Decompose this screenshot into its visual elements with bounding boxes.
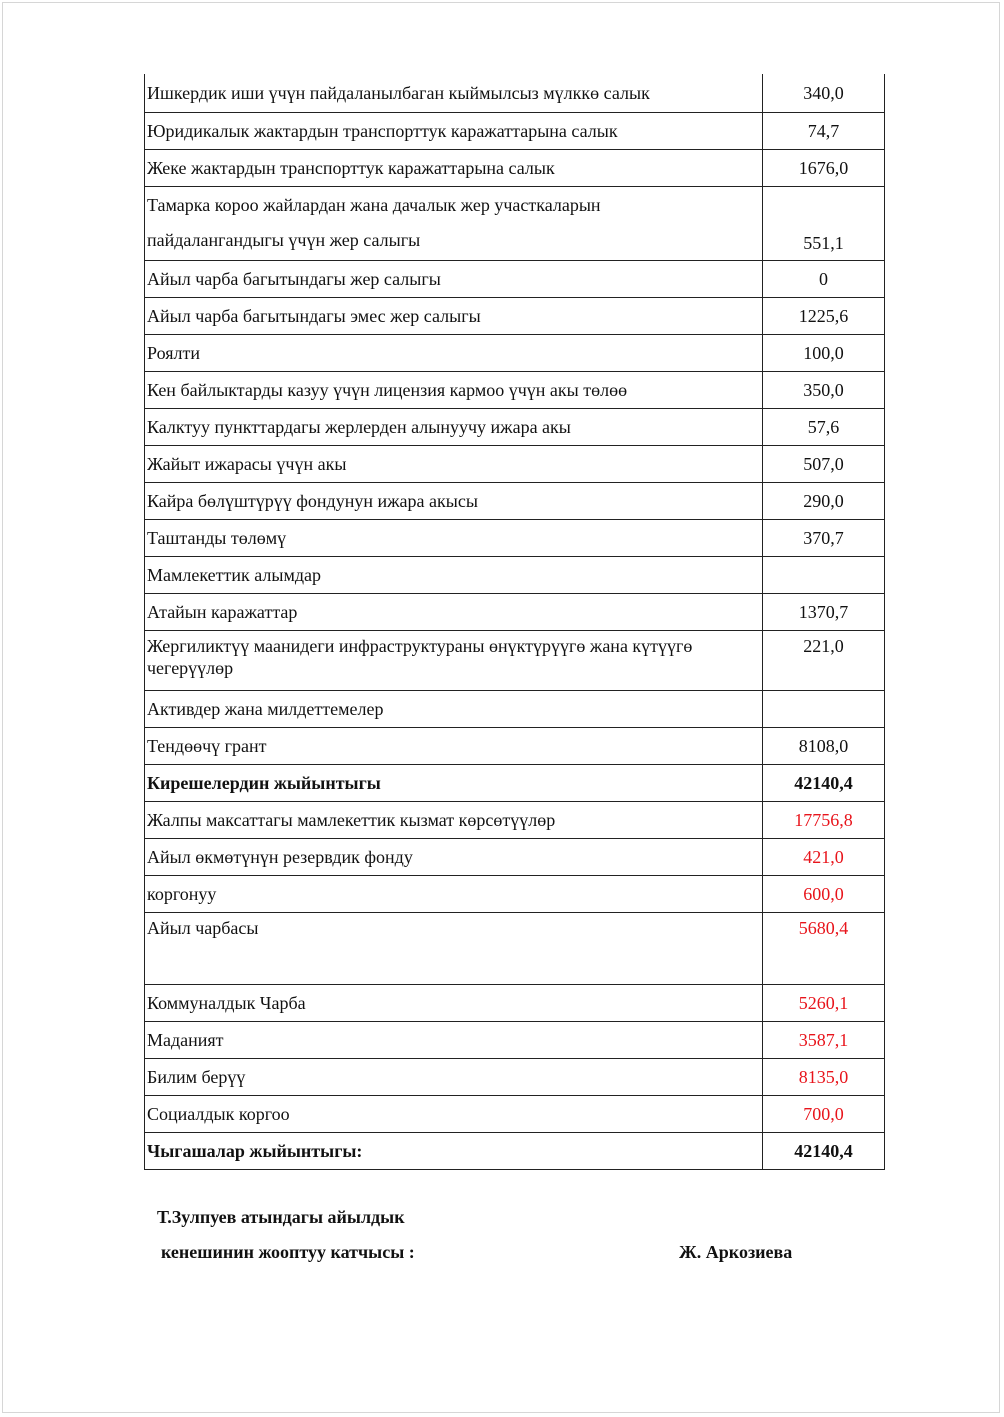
row-value: 5260,1 bbox=[763, 984, 885, 1021]
income-total-row bbox=[145, 764, 885, 801]
row-value: 0 bbox=[763, 260, 885, 297]
row-label bbox=[145, 186, 763, 260]
table-row bbox=[145, 371, 885, 408]
row-value: 350,0 bbox=[763, 371, 885, 408]
table-row bbox=[145, 912, 885, 984]
row-label: Таштанды төлөмү bbox=[145, 519, 763, 556]
row-label: Маданият bbox=[145, 1021, 763, 1058]
table-row bbox=[145, 149, 885, 186]
row-value: 551,1 bbox=[763, 186, 885, 260]
table-row bbox=[145, 445, 885, 482]
row-value: 221,0 bbox=[763, 630, 885, 690]
row-value: 8108,0 bbox=[763, 727, 885, 764]
row-value: 8135,0 bbox=[763, 1058, 885, 1095]
row-label: Мамлекеттик алымдар bbox=[145, 556, 763, 593]
row-label: Кен байлыктарды казуу үчүн лицензия кармоо үчүн акы төлөө bbox=[145, 371, 763, 408]
row-label: Кайра бөлүштүрүү фондунун ижара акысы bbox=[145, 482, 763, 519]
row-label: Айыл чарба багытындагы эмес жер салыгы bbox=[145, 297, 763, 334]
signature-org-line2: кенешинин жооптуу катчысы : bbox=[161, 1242, 415, 1262]
row-label-line1: Тамарка короо жайлардан жана дачалык жер участкаларын bbox=[147, 195, 601, 215]
table-row bbox=[145, 984, 885, 1021]
row-value: 700,0 bbox=[763, 1095, 885, 1132]
row-value: 1370,7 bbox=[763, 593, 885, 630]
row-value: 340,0 bbox=[763, 74, 885, 112]
row-label: Айыл өкмөтүнүн резервдик фонду bbox=[145, 838, 763, 875]
row-value: 17756,8 bbox=[763, 801, 885, 838]
row-value: 507,0 bbox=[763, 445, 885, 482]
table-row bbox=[145, 1095, 885, 1132]
row-label: Айыл чарбасы bbox=[145, 912, 763, 984]
row-label: Жалпы максаттагы мамлекеттик кызмат көрсөтүүлөр bbox=[145, 801, 763, 838]
row-value: 42140,4 bbox=[763, 764, 885, 801]
table-row bbox=[145, 690, 885, 727]
row-label: Кирешелердин жыйынтыгы bbox=[145, 764, 763, 801]
table-row bbox=[145, 1058, 885, 1095]
table-row bbox=[145, 482, 885, 519]
table-row bbox=[145, 593, 885, 630]
table-row bbox=[145, 1021, 885, 1058]
table-row bbox=[145, 334, 885, 371]
row-label: Жайыт ижарасы үчүн акы bbox=[145, 445, 763, 482]
row-label: Активдер жана милдеттемелер bbox=[145, 690, 763, 727]
row-value: 42140,4 bbox=[763, 1132, 885, 1169]
table-row bbox=[145, 727, 885, 764]
row-label: Социалдык коргоо bbox=[145, 1095, 763, 1132]
row-label: Ишкердик иши үчүн пайдаланылбаган кыймылсыз мүлккө салык bbox=[145, 74, 763, 112]
signature-name: Ж. Аркозиева bbox=[679, 1242, 793, 1262]
table-row bbox=[145, 112, 885, 149]
row-label: Юридикалык жактардын транспорттук каражаттарына салык bbox=[145, 112, 763, 149]
budget-table bbox=[144, 74, 885, 1170]
table-row bbox=[145, 186, 885, 260]
row-label: Айыл чарба багытындагы жер салыгы bbox=[145, 260, 763, 297]
row-label: Жергиликтүү маанидеги инфраструктураны өнүктүрүүгө жана күтүүгө чегерүүлөр bbox=[145, 630, 763, 690]
table-row bbox=[145, 408, 885, 445]
row-value: 370,7 bbox=[763, 519, 885, 556]
table-row bbox=[145, 556, 885, 593]
row-label: Атайын каражаттар bbox=[145, 593, 763, 630]
row-value: 1676,0 bbox=[763, 149, 885, 186]
row-value bbox=[763, 556, 885, 593]
row-value bbox=[763, 690, 885, 727]
signature-org-line1: Т.Зулпуев атындагы айылдык bbox=[157, 1207, 405, 1227]
row-value: 74,7 bbox=[763, 112, 885, 149]
row-value: 3587,1 bbox=[763, 1021, 885, 1058]
row-label-line2: пайдалангандыгы үчүн жер салыгы bbox=[147, 230, 421, 250]
expense-total-row bbox=[145, 1132, 885, 1169]
row-value: 600,0 bbox=[763, 875, 885, 912]
row-label: коргонуу bbox=[145, 875, 763, 912]
row-value: 421,0 bbox=[763, 838, 885, 875]
row-label: Тендөөчү грант bbox=[145, 727, 763, 764]
table-row bbox=[145, 297, 885, 334]
row-value: 100,0 bbox=[763, 334, 885, 371]
row-label: Жеке жактардын транспорттук каражаттарына салык bbox=[145, 149, 763, 186]
row-value: 1225,6 bbox=[763, 297, 885, 334]
table-row bbox=[145, 260, 885, 297]
row-value: 5680,4 bbox=[763, 912, 885, 984]
table-row bbox=[145, 801, 885, 838]
row-label: Билим берүү bbox=[145, 1058, 763, 1095]
table-row bbox=[145, 875, 885, 912]
row-label: Коммуналдык Чарба bbox=[145, 984, 763, 1021]
row-value: 57,6 bbox=[763, 408, 885, 445]
row-label: Калктуу пункттардагы жерлерден алынуучу ижара акы bbox=[145, 408, 763, 445]
table-row bbox=[145, 519, 885, 556]
table-row bbox=[145, 74, 885, 112]
row-value: 290,0 bbox=[763, 482, 885, 519]
table-row bbox=[145, 838, 885, 875]
row-label: Чыгашалар жыйынтыгы: bbox=[145, 1132, 763, 1169]
row-label: Роялти bbox=[145, 334, 763, 371]
table-row bbox=[145, 630, 885, 690]
